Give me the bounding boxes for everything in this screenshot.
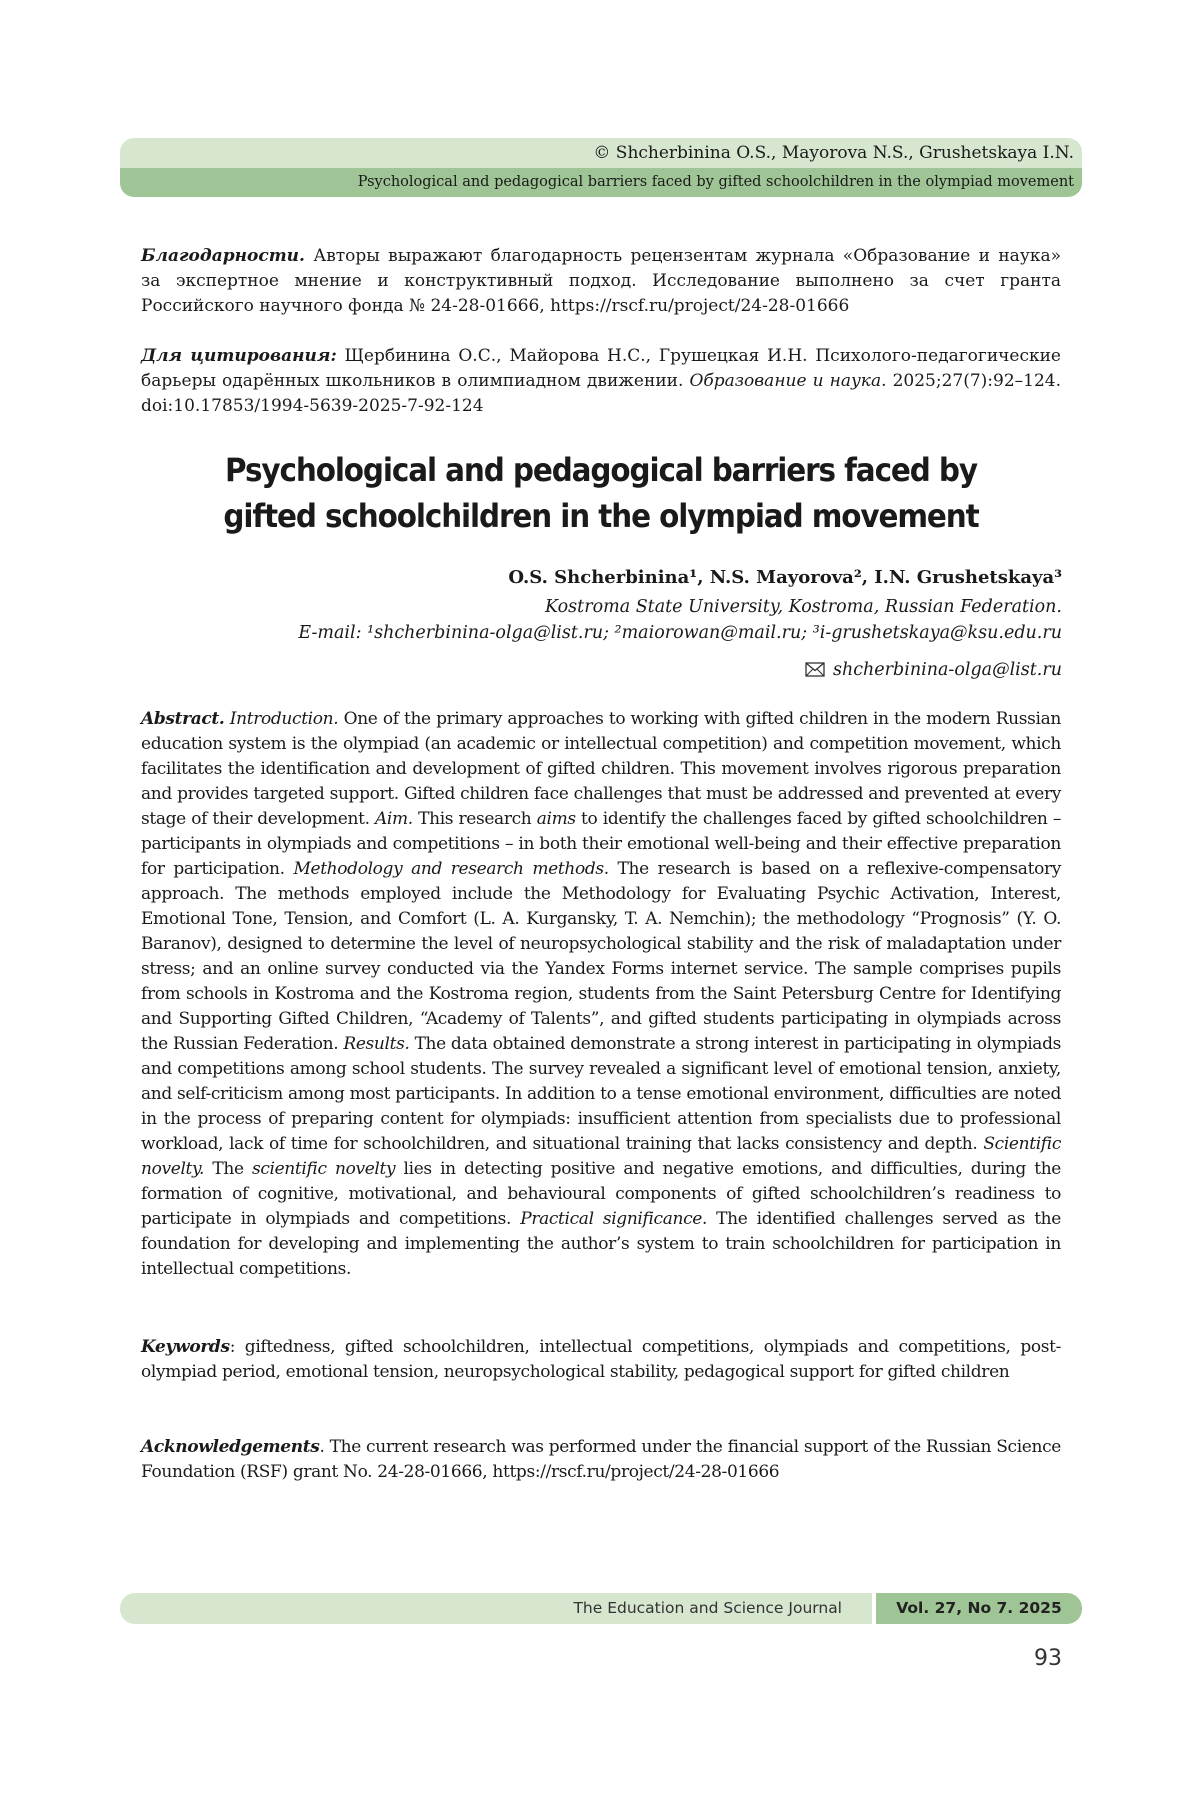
abstract-results-label: Results.: [343, 1034, 410, 1054]
ru-cite-text1: Щербинина О.С., Майорова Н.С., Грушецкая И.Н. Психолого-педагогические барьеры одарённых школьников в олимпиадном движении.: [141, 346, 1061, 391]
abstract-methods: . The research is based on a reflexive-compensatory approach. The methods employed include the Methodology for Evaluating Psychic Activation, Interest, Emotional Tone, Tension, and Comfort (L. A. Kurgansky, T. A. Nemchin); the methodology “Prognosis” (Y. O. Baranov), designed to determine the level of neuropsychological stability and the risk of maladaptation under stress; and an online survey conducted via the Yandex Forms internet service. The sample comprises pupils from schools in Kostroma and the Kostroma region, students from the Saint Petersburg Centre for Identifying and Supporting Gifted Children, “Academy of Talents”, and gifted students participating in olympiads across the Russian Federation.: [141, 859, 1061, 1054]
footer-journal: The Education and Science Journal: [120, 1593, 872, 1624]
abstract-results: The data obtained demonstrate a strong interest in participating in olympiads and competitions among school students. The survey revealed a significant level of emotional tension, anxiety, and self-criticism among most participants. In addition to a tense emotional environment, difficulties are noted in the process of preparing content for olympiads: insufficient attention from specialists due to professional workload, lack of time for schoolchildren, and situational training that lacks consistency and depth.: [141, 1034, 1062, 1154]
ack-label: Acknowledgements: [141, 1437, 320, 1457]
keywords: [141, 1335, 1061, 1385]
abstract-practical-label: Practical significance.: [520, 1209, 708, 1229]
ru-cite-text2: 2025;27(7):92–124. doi:10.17853/1994-5639-2025-7-92-124: [141, 371, 1062, 416]
abstract-novelty-word: scientific novelty: [251, 1159, 396, 1179]
abstract-aim-word: aims: [536, 809, 576, 829]
ru-ack-text: Авторы выражают благодарность рецензентам журнала «Образование и наука» за экспертное мнение и конструктивный подход. Исследование выполнено за счет гранта Российского научного фонда № 24-28-01666, https://rscf.ru/project/24-28-01666: [141, 246, 1061, 316]
ru-cite-label: Для цитирования:: [141, 346, 337, 366]
ru-acknowledgements: [141, 244, 1061, 319]
page-number: 93: [1034, 1646, 1062, 1671]
abstract-practical: The identified challenges served as the foundation for developing and implementing the author’s system to train schoolchildren for participation in intellectual competitions.: [141, 1209, 1061, 1279]
article-title: Psychological and pedagogical barriers faced by gifted schoolchildren in the olympiad movement: [223, 451, 979, 535]
acknowledgements: [141, 1435, 1061, 1485]
corresponding-email[interactable]: shcherbinina-olga@list.ru: [832, 660, 1062, 680]
keywords-text: : giftedness, gifted schoolchildren, intellectual competitions, olympiads and competitions, post-olympiad period, emotional tension, neuropsychological stability, pedagogical support for gifted children: [141, 1337, 1061, 1382]
abstract-intro: One of the primary approaches to working with gifted children in the modern Russian education system is the olympiad (an academic or intellectual competition) and competition movement, which facilitates the identification and development of gifted children. This movement involves rigorous preparation and provides targeted support. Gifted children face challenges that must be addressed and prevented at every stage of their development.: [141, 709, 1061, 829]
abstract-aim: to identify the challenges faced by gifted schoolchildren – participants in olympiads and competitions – in both their emotional well-being and their effective preparation for participation.: [141, 809, 1061, 879]
corresponding-email-line: [805, 660, 1062, 682]
affiliation-block: [298, 594, 1062, 646]
abstract-novelty-label: Scientific novelty.: [141, 1134, 1061, 1179]
emails: E-mail: ¹shcherbinina-olga@list.ru; ²maiorowan@mail.ru; ³i-grushetskaya@ksu.edu.ru: [298, 623, 1062, 643]
abstract-novelty-pre: The: [204, 1159, 252, 1179]
footer-issue: Vol. 27, No 7. 2025: [876, 1593, 1082, 1624]
abstract-label: Abstract.: [141, 709, 225, 729]
ru-cite-journal: Образование и наука.: [689, 371, 887, 391]
abstract: [141, 707, 1061, 1282]
keywords-label: Keywords: [141, 1337, 230, 1357]
abstract-novelty: lies in detecting positive and negative emotions, and difficulties, during the formation of cognitive, motivational, and behavioural components of gifted schoolchildren’s readiness to participate in olympiads and competitions.: [141, 1159, 1062, 1229]
header-authors: © Shcherbinina O.S., Mayorova N.S., Grushetskaya I.N.: [120, 138, 1082, 168]
envelope-icon: [805, 662, 825, 682]
abstract-aim-pre: This research: [412, 809, 537, 829]
abstract-aim-label: Aim.: [374, 809, 413, 829]
abstract-methods-label: Methodology and research methods: [293, 859, 604, 879]
affiliation: Kostroma State University, Kostroma, Russian Federation.: [545, 597, 1062, 617]
authors-line: O.S. Shcherbinina¹, N.S. Mayorova², I.N. Grushetskaya³: [508, 567, 1062, 588]
header-running-title: Psychological and pedagogical barriers faced by gifted schoolchildren in the olympiad movement: [120, 168, 1082, 197]
ack-text: . The current research was performed under the financial support of the Russian Science Foundation (RSF) grant No. 24-28-01666, https://rscf.ru/project/24-28-01666: [141, 1437, 1061, 1482]
ru-ack-label: Благодарности.: [141, 246, 305, 266]
abstract-intro-label: Introduction.: [229, 709, 339, 729]
ru-citation: [141, 344, 1061, 419]
